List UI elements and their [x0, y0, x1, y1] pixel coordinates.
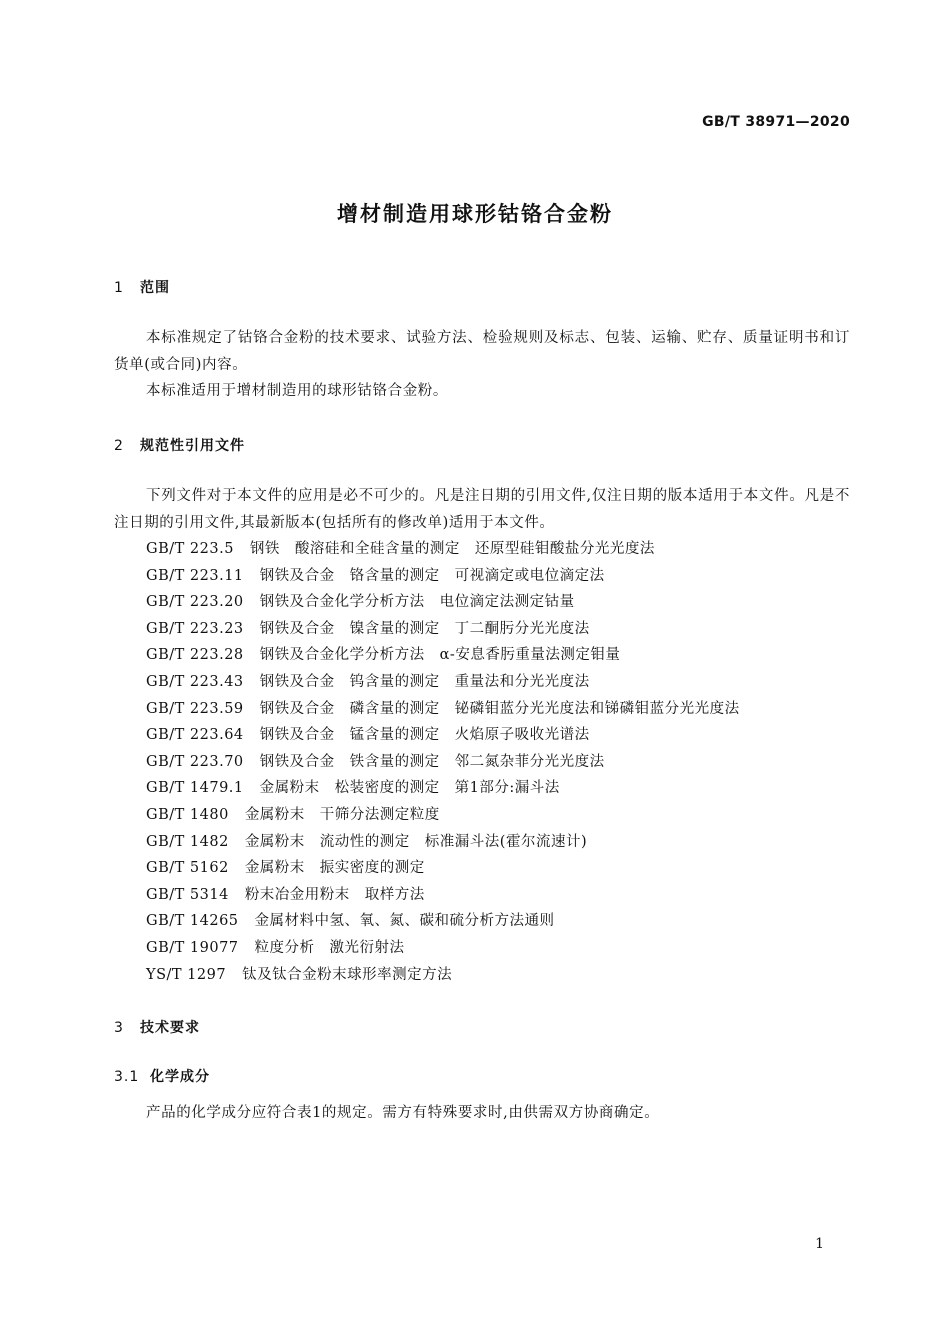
reference-title: 钢铁及合金 镍含量的测定 丁二酮肟分光光度法: [259, 620, 590, 637]
reference-item: [146, 749, 740, 776]
reference-item: [146, 696, 740, 723]
reference-item: [146, 642, 740, 669]
reference-item: [146, 775, 740, 802]
section-3-heading: [114, 1017, 200, 1037]
reference-code: GB/T 1479.1: [146, 780, 244, 797]
reference-code: GB/T 223.59: [146, 700, 244, 717]
reference-item: [146, 935, 740, 962]
reference-code: GB/T 223.64: [146, 727, 244, 744]
page-number: 1: [815, 1236, 824, 1252]
section-1-heading: [114, 277, 170, 297]
reference-code: GB/T 223.43: [146, 673, 244, 690]
reference-title: 钢铁 酸溶硅和全硅含量的测定 还原型硅钼酸盐分光光度法: [249, 541, 655, 557]
scope-paragraph-1: 本标准规定了钴铬合金粉的技术要求、试验方法、检验规则及标志、包装、运输、贮存、质量证明书和订货单(或合同)内容。: [114, 330, 850, 373]
reference-code: GB/T 223.28: [146, 647, 244, 664]
document-title: 增材制造用球形钴铬合金粉: [337, 202, 613, 226]
section-title: 规范性引用文件: [140, 438, 245, 454]
reference-item: [146, 589, 740, 616]
section-title: 范围: [140, 280, 170, 296]
reference-title: 钢铁及合金 铬含量的测定 可视滴定或电位滴定法: [259, 567, 605, 584]
reference-title: 钢铁及合金 铁含量的测定 邻二氮杂菲分光光度法: [259, 753, 605, 770]
reference-list: [146, 536, 740, 988]
section-3-1-heading: [114, 1066, 210, 1086]
reference-title: 钢铁及合金 锰含量的测定 火焰原子吸收光谱法: [259, 727, 590, 744]
chem-paragraph: 产品的化学成分应符合表1的规定。需方有特殊要求时,由供需双方协商确定。: [146, 1105, 660, 1121]
reference-item: [146, 802, 740, 829]
section-number: 1: [114, 280, 124, 296]
reference-code: GB/T 223.11: [146, 567, 244, 584]
reference-code: GB/T 14265: [146, 913, 239, 930]
reference-item: [146, 855, 740, 882]
section-number: 3.1: [114, 1069, 140, 1085]
reference-code: YS/T 1297: [146, 966, 227, 983]
reference-item: [146, 563, 740, 590]
reference-item: [146, 882, 740, 909]
refs-intro-paragraph: 下列文件对于本文件的应用是必不可少的。凡是注日期的引用文件,仅注日期的版本适用于本文件。凡是不注日期的引用文件,其最新版本(包括所有的修改单)适用于本文件。: [114, 488, 850, 531]
reference-item: [146, 962, 740, 989]
reference-title: 钢铁及合金化学分析方法 α-安息香肟重量法测定钼量: [259, 647, 621, 664]
reference-code: GB/T 1480: [146, 806, 229, 823]
reference-code: GB/T 5162: [146, 860, 229, 877]
reference-item: [146, 829, 740, 856]
reference-code: GB/T 1482: [146, 833, 229, 850]
reference-title: 粒度分析 激光衍射法: [254, 939, 405, 956]
section-number: 3: [114, 1020, 124, 1036]
reference-item: [146, 536, 740, 563]
reference-title: 粉末冶金用粉末 取样方法: [244, 886, 425, 903]
reference-title: 金属粉末 振实密度的测定: [244, 860, 425, 877]
reference-title: 金属粉末 流动性的测定 标准漏斗法(霍尔流速计): [244, 833, 588, 850]
reference-title: 钛及钛合金粉末球形率测定方法: [242, 966, 453, 983]
reference-title: 金属粉末 干筛分法测定粒度: [244, 806, 440, 823]
reference-title: 钢铁及合金 磷含量的测定 铋磷钼蓝分光光度法和锑磷钼蓝分光光度法: [259, 700, 740, 717]
reference-code: GB/T 223.23: [146, 620, 244, 637]
standard-code: GB/T 38971—2020: [702, 114, 850, 130]
reference-item: [146, 722, 740, 749]
reference-code: GB/T 5314: [146, 886, 229, 903]
section-title: 化学成分: [150, 1069, 210, 1085]
reference-title: 钢铁及合金 钨含量的测定 重量法和分光光度法: [259, 673, 590, 690]
section-2-heading: [114, 435, 245, 455]
reference-item: [146, 669, 740, 696]
reference-code: GB/T 19077: [146, 939, 239, 956]
reference-item: [146, 616, 740, 643]
section-title: 技术要求: [140, 1020, 200, 1036]
reference-code: GB/T 223.20: [146, 594, 244, 611]
scope-paragraph-2: 本标准适用于增材制造用的球形钴铬合金粉。: [146, 383, 448, 399]
reference-code: GB/T 223.5: [146, 541, 234, 557]
reference-title: 金属材料中氢、氧、氮、碳和硫分析方法通则: [254, 913, 555, 930]
reference-item: [146, 908, 740, 935]
reference-title: 金属粉末 松装密度的测定 第1部分:漏斗法: [259, 780, 560, 797]
reference-code: GB/T 223.70: [146, 753, 244, 770]
reference-title: 钢铁及合金化学分析方法 电位滴定法测定钴量: [259, 594, 575, 611]
section-number: 2: [114, 438, 124, 454]
